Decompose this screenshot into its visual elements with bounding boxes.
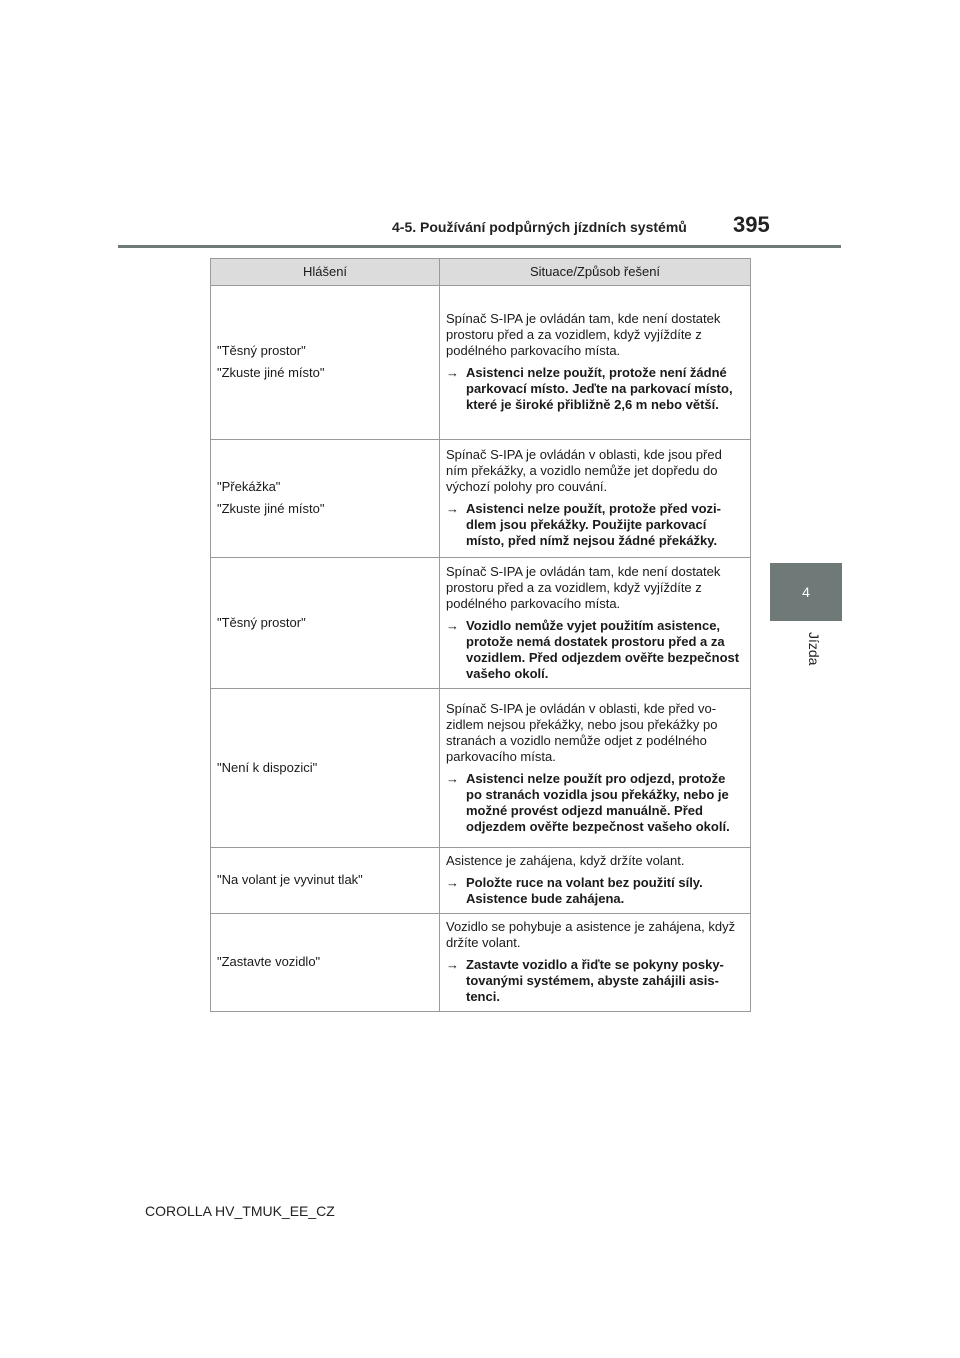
chapter-tab: [770, 563, 842, 621]
arrow-right-icon: →: [446, 501, 459, 516]
solution: [446, 501, 744, 549]
chapter-label: Jízda: [806, 632, 822, 666]
message-text: "Zkuste jiné místo": [217, 501, 325, 516]
message-cell: [211, 440, 440, 558]
table-row: [211, 286, 751, 440]
situation-text: Spínač S-IPA je ovládán v oblasti, kde jsou před ním překážky, a vozidlo nemůže jet dopředu do výchozí polohy pro couvání.: [446, 447, 722, 494]
message-cell: [211, 689, 440, 848]
message-text: "Těsný prostor": [217, 614, 306, 630]
message-text: "Na volant je vyvinut tlak": [217, 872, 363, 887]
chapter-number: 4: [802, 584, 810, 600]
solution-text: Položte ruce na volant bez použití síly. Asistence bude zahájena.: [466, 875, 703, 906]
solution: [446, 365, 744, 413]
table-row: [211, 440, 751, 558]
solution: [446, 875, 744, 907]
header-message: Hlášení: [211, 259, 440, 286]
table-row: [211, 558, 751, 689]
situation-text: Asistence je zahájena, když držíte volant.: [446, 853, 685, 868]
situation-cell: [440, 440, 751, 558]
message-cell: [211, 914, 440, 1012]
table-row: [211, 914, 751, 1012]
solution-text: Vozidlo nemůže vyjet použitím asistence, protože nemá dostatek prostoru před a za vozidlem. Před odjezdem ověřte bezpečnost vašeho okolí.: [466, 617, 740, 681]
document-code: COROLLA HV_TMUK_EE_CZ: [145, 1203, 335, 1219]
arrow-right-icon: →: [446, 875, 459, 890]
message-table: [210, 258, 751, 1012]
situation-text: Spínač S-IPA je ovládán v oblasti, kde před vozidlem nejsou překážky, nebo jsou překážky po stranách a vozidlo nemůže odjet z podélného parkovacího místa.: [446, 700, 718, 764]
solution: [446, 771, 744, 835]
message-cell: [211, 558, 440, 689]
table-row: [211, 848, 751, 914]
arrow-right-icon: →: [446, 957, 459, 972]
situation-text: Spínač S-IPA je ovládán tam, kde není dostatek prostoru před a za vozidlem, když vyjíždíte z podélného parkovacího místa.: [446, 311, 721, 358]
situation-text: Spínač S-IPA je ovládán tam, kde není dostatek prostoru před a za vozidlem, když vyjíždíte z podélného parkovacího místa.: [446, 563, 721, 611]
situation-text: Vozidlo se pohybuje a asistence je zahájena, když držíte volant.: [446, 919, 736, 950]
arrow-right-icon: →: [446, 365, 459, 380]
table-row: [211, 689, 751, 848]
solution: [446, 957, 744, 1005]
situation-cell: [440, 286, 751, 440]
situation-cell: [440, 914, 751, 1012]
message-text: "Těsný prostor": [217, 343, 306, 358]
table-header-row: [211, 259, 751, 286]
solution: [446, 618, 744, 682]
message-text: "Není k dispozici": [217, 759, 318, 775]
message-cell: [211, 848, 440, 914]
situation-cell: [440, 689, 751, 848]
solution-text: Zastavte vozidlo a řiďte se pokyny poskytovanými systémem, abyste zahájili asistenci.: [466, 957, 724, 1004]
page-number: 395: [733, 212, 770, 237]
message-text: "Zkuste jiné místo": [217, 365, 325, 380]
section-title: 4-5. Používání podpůrných jízdních systémů: [392, 219, 687, 235]
message-text: "Překážka": [217, 479, 281, 494]
solution-text: Asistenci nelze použít, protože před vozidlem jsou překážky. Použijte parkovací místo, před nímž nejsou žádné překážky.: [466, 501, 721, 548]
message-text: "Zastavte vozidlo": [217, 954, 321, 969]
situation-cell: [440, 558, 751, 689]
solution-text: Asistenci nelze použít, protože není žádné parkovací místo. Jeďte na parkovací místo, které je široké přibližně 2,6 m nebo větší.: [466, 365, 733, 412]
message-cell: [211, 286, 440, 440]
header-situation: Situace/Způsob řešení: [440, 259, 751, 286]
arrow-right-icon: →: [446, 617, 459, 633]
solution-text: Asistenci nelze použít pro odjezd, protože po stranách vozidla jsou překážky, nebo je možné provést odjezd manuálně. Před odjezdem ověřte bezpečnost vašeho okolí.: [466, 770, 730, 834]
header-divider: [118, 245, 841, 248]
situation-cell: [440, 848, 751, 914]
arrow-right-icon: →: [446, 770, 459, 786]
